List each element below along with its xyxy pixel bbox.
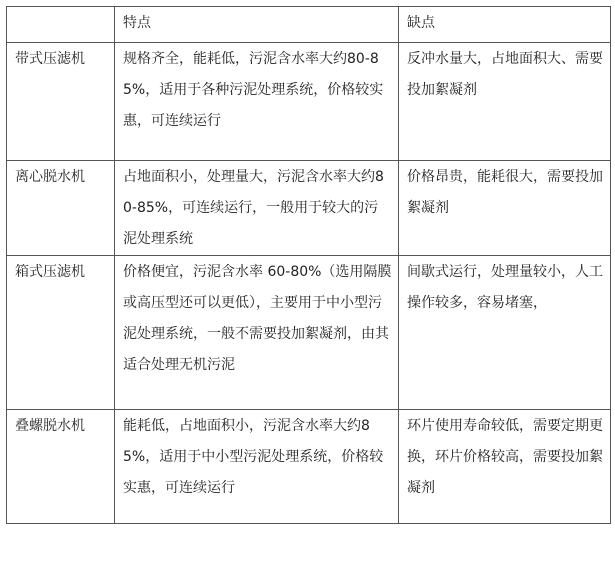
header-cell-empty <box>7 7 115 43</box>
machine-name: 箱式压滤机 <box>7 256 115 410</box>
table-row <box>7 256 611 410</box>
machine-name: 离心脱水机 <box>7 161 115 256</box>
cons-cell: 价格昂贵，能耗很大，需要投加絮凝剂 <box>399 161 611 256</box>
cons-cell: 反冲水量大，占地面积大、需要投加絮凝剂 <box>399 43 611 161</box>
cons-cell: 间歇式运行，处理量较小，人工操作较多，容易堵塞， <box>399 256 611 410</box>
pros-cell: 价格便宜，污泥含水率 60-80%（选用隔膜或高压型还可以更低），主要用于中小型污泥处理系统，一般不需要投加絮凝剂，由其适合处理无机污泥 <box>115 256 399 410</box>
header-cell-cons: 缺点 <box>399 7 611 43</box>
pros-cell: 规格齐全，能耗低，污泥含水率大约80-85%，适用于各种污泥处理系统，价格较实惠，可连续运行 <box>115 43 399 161</box>
pros-cell: 占地面积小，处理量大，污泥含水率大约80-85%，可连续运行，一般用于较大的污泥处理系统 <box>115 161 399 256</box>
table-header-row <box>7 7 611 43</box>
table-row <box>7 161 611 256</box>
comparison-table <box>6 6 611 524</box>
pros-cell: 能耗低，占地面积小，污泥含水率大约85%，适用于中小型污泥处理系统，价格较实惠，可连续运行 <box>115 410 399 524</box>
header-cell-pros: 特点 <box>115 7 399 43</box>
machine-name: 带式压滤机 <box>7 43 115 161</box>
table-row <box>7 410 611 524</box>
cons-cell: 环片使用寿命较低，需要定期更换，环片价格较高，需要投加絮凝剂 <box>399 410 611 524</box>
table-row <box>7 43 611 161</box>
machine-name: 叠螺脱水机 <box>7 410 115 524</box>
